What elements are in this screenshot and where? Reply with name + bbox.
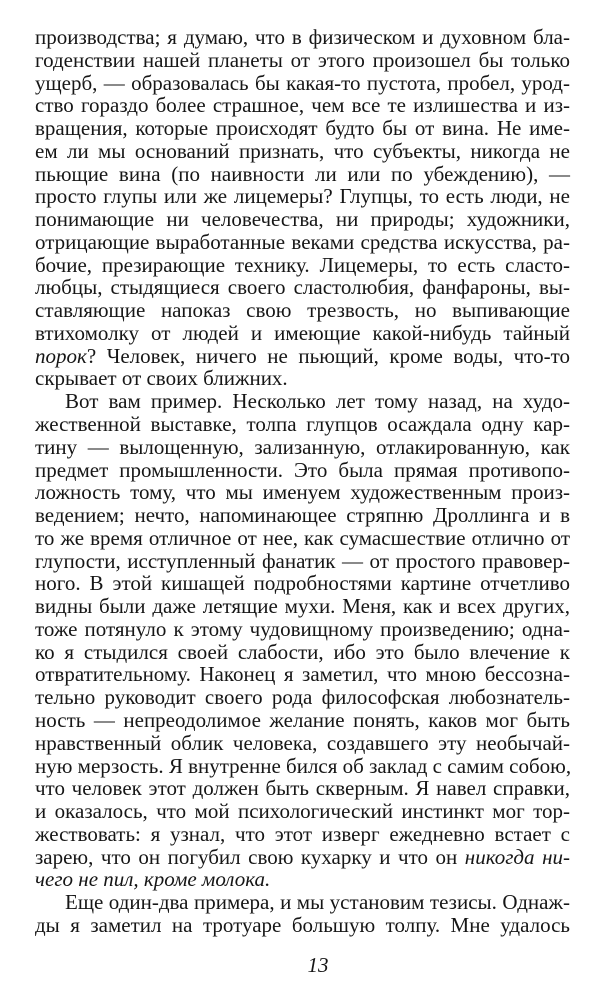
text-line bbox=[35, 777, 570, 800]
text-line bbox=[35, 163, 570, 186]
text-line bbox=[35, 641, 570, 664]
text-segment: видны были даже летящие мухи. Меня, как и всех других, bbox=[35, 594, 570, 619]
text-line bbox=[35, 413, 570, 436]
text-line bbox=[35, 390, 570, 413]
text-line bbox=[35, 208, 570, 231]
page-number: 13 bbox=[307, 953, 329, 977]
book-page-text bbox=[35, 26, 570, 937]
text-segment: годенствии нашей планеты от этого произошел бы только bbox=[35, 47, 570, 72]
text-segment: отвратительному. Наконец я заметил, что мною бессозна- bbox=[35, 662, 570, 687]
text-segment: зарею, что он погубил свою кухарку и что он bbox=[35, 844, 465, 869]
text-line bbox=[35, 572, 570, 595]
text-line bbox=[35, 185, 570, 208]
text-line bbox=[35, 345, 570, 368]
text-segment: ведением; нечто, напоминающее стряпню Дроллинга и в bbox=[35, 503, 570, 528]
italic-text: чего не пил, кроме молока. bbox=[35, 867, 271, 892]
text-line bbox=[35, 618, 570, 641]
text-line bbox=[35, 527, 570, 550]
text-segment: ную мерзость. Я внутренне бился об заклад с самим собою, bbox=[35, 753, 572, 778]
text-line bbox=[35, 254, 570, 277]
text-line bbox=[35, 299, 570, 322]
text-line bbox=[35, 709, 570, 732]
text-segment: нравственный облик человека, создавшего эту необычай- bbox=[35, 730, 570, 755]
text-line bbox=[35, 117, 570, 140]
text-segment: что человек этот должен быть скверным. Я навел справки, bbox=[35, 776, 570, 801]
text-line bbox=[35, 49, 570, 72]
text-segment: ко я стыдился своей слабости, ибо это было влечение к bbox=[35, 639, 570, 664]
text-segment: ды я заметил на тротуаре большую толпу. Мне удалось bbox=[35, 912, 570, 937]
italic-text: никогда ни- bbox=[464, 844, 570, 869]
text-segment: вращения, которые происходят будто бы от вина. Не име- bbox=[35, 116, 570, 141]
text-line bbox=[35, 550, 570, 573]
text-line bbox=[35, 504, 570, 527]
text-line bbox=[35, 800, 570, 823]
text-segment: жествовать: я узнал, что этот изверг ежедневно встает с bbox=[35, 821, 570, 846]
text-line bbox=[35, 481, 570, 504]
text-segment: глупости, исступленный фанатик — от простого правовер- bbox=[35, 548, 570, 573]
text-line bbox=[35, 72, 570, 95]
text-line bbox=[35, 26, 570, 49]
text-segment: любцы, стыдящиеся своего сластолюбия, фанфароны, вы- bbox=[35, 275, 570, 300]
text-line bbox=[35, 914, 570, 937]
text-segment: ущерб, — образовалась бы какая-то пустота, пробел, урод- bbox=[35, 70, 570, 95]
text-line bbox=[35, 663, 570, 686]
text-segment: предмет промышленности. Это была прямая противопо- bbox=[35, 457, 570, 482]
text-segment: Вот вам пример. Несколько лет тому назад, на худо- bbox=[65, 389, 570, 414]
text-segment: понимающие ни человечества, ни природы; художники, bbox=[35, 207, 570, 232]
text-line bbox=[35, 846, 570, 869]
text-segment: ного. В этой кишащей подробностями картине отчетливо bbox=[35, 571, 570, 596]
text-line bbox=[35, 459, 570, 482]
text-segment: ? Человек, ничего не пьющий, кроме воды, что-то bbox=[86, 343, 570, 368]
text-segment: и оказалось, что мой психологический инстинкт мог тор- bbox=[35, 799, 570, 824]
text-segment: отрицающие выработанные веками средства искусства, ра- bbox=[35, 229, 570, 254]
text-line bbox=[35, 755, 570, 778]
text-segment: скрывает от своих ближних. bbox=[35, 366, 288, 391]
text-line bbox=[35, 322, 570, 345]
text-segment: то же время отличное от нее, как сумасшествие отлично от bbox=[35, 525, 570, 550]
text-segment: ем ли мы оснований признать, что субъекты, никогда не bbox=[35, 138, 570, 163]
text-line bbox=[35, 436, 570, 459]
text-line bbox=[35, 140, 570, 163]
text-line bbox=[35, 231, 570, 254]
text-line bbox=[35, 276, 570, 299]
text-segment: Еще один-два примера, и мы установим тезисы. Однаж- bbox=[65, 890, 570, 915]
text-line bbox=[35, 868, 570, 891]
text-segment: производства; я думаю, что в физическом и духовном бла- bbox=[35, 25, 570, 49]
text-segment: втихомолку от людей и имеющие какой-нибудь тайный bbox=[35, 320, 570, 345]
text-segment: ство гораздо более страшное, чем все те излишества и из- bbox=[35, 93, 570, 118]
text-segment: тоже потянуло к этому чудовищному произведению; одна- bbox=[35, 616, 570, 641]
text-segment: ставляющие напоказ свою трезвость, но выпивающие bbox=[35, 298, 570, 323]
text-line bbox=[35, 94, 570, 117]
text-line bbox=[35, 686, 570, 709]
text-segment: бочие, презирающие технику. Лицемеры, то есть сласто- bbox=[35, 252, 570, 277]
italic-text: порок bbox=[35, 343, 87, 368]
text-segment: тину — вылощенную, зализанную, отлакированную, как bbox=[35, 434, 570, 459]
text-segment: ность — непреодолимое желание понять, каков мог быть bbox=[35, 707, 570, 732]
text-segment: просто глупы или же лицемеры? Глупцы, то есть люди, не bbox=[35, 184, 570, 209]
text-line bbox=[35, 732, 570, 755]
text-segment: пьющие вина (по наивности ли или по убеждению), — bbox=[35, 161, 570, 186]
text-segment: тельно руководит своего рода философская любознатель- bbox=[35, 685, 570, 710]
text-segment: жественной выставке, толпа глупцов осаждала одну кар- bbox=[35, 412, 570, 437]
text-line bbox=[35, 823, 570, 846]
text-line bbox=[35, 367, 570, 390]
text-line bbox=[35, 595, 570, 618]
text-line bbox=[35, 891, 570, 914]
text-segment: ложность тому, что мы именуем художественным произ- bbox=[35, 480, 570, 505]
